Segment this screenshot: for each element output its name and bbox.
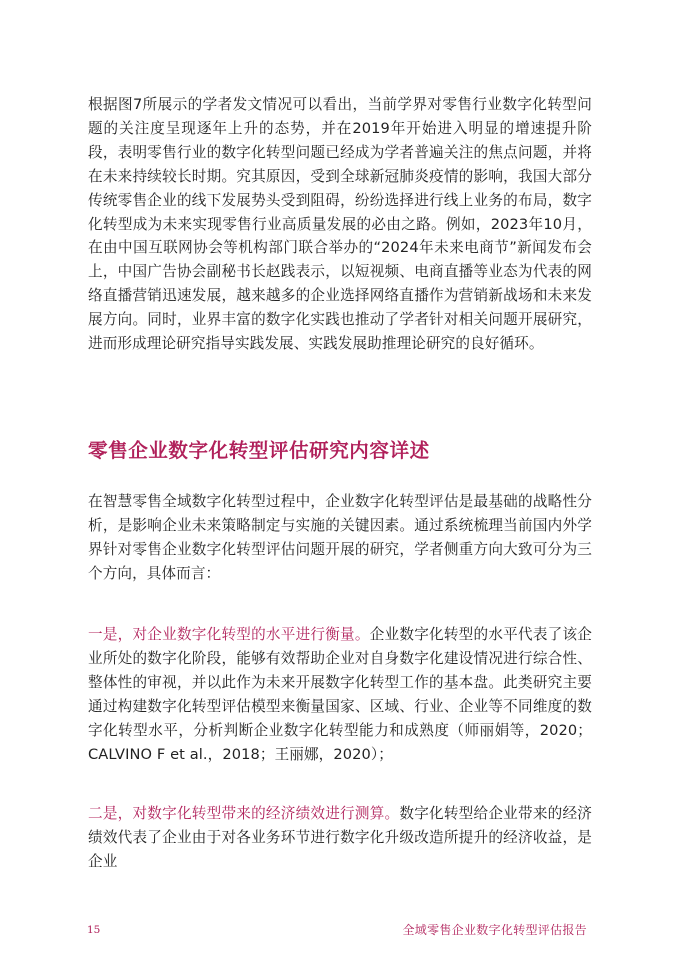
paragraph-direction-one — [88, 623, 592, 766]
direction-one-lead: 一是，对企业数字化转型的水平进行衡量。 — [88, 626, 370, 643]
direction-two-body: 数字化转型给企业带来的经济绩效代表了企业由于对各业务环节进行数字化升级改造所提升的经济收益，是企业 — [88, 805, 592, 870]
direction-two-lead: 二是，对数字化转型带来的经济绩效进行测算。 — [88, 805, 400, 822]
section-heading: 零售企业数字化转型评估研究内容详述 — [88, 439, 430, 462]
page-number: 15 — [87, 924, 101, 936]
footer-report-title: 全域零售企业数字化转型评估报告 — [402, 923, 587, 937]
paragraph-scholar-trend: 根据图7所展示的学者发文情况可以看出，当前学界对零售行业数字化转型问题的关注度呈现逐年上升的态势，并在2019年开始进入明显的增速提升阶段，表明零售行业的数字化转型问题已经成为学者普遍关注的焦点问题，并将在未来持续较长时期。究其原因，受到全球新冠肺炎疫情的影响，我国大部分传统零售企业的线下发展势头受到阻碍，纷纷选择进行线上业务的布局，数字化转型成为未来实现零售行业高质量发展的必由之路。例如，2023年10月，在由中国互联网协会等机构部门联合举办的“2024年未来电商节”新闻发布会上，中国广告协会副秘书长赵践表示，以短视频、电商直播等业态为代表的网络直播营销迅速发展，越来越多的企业选择网络直播作为营销新战场和未来发展方向。同时，业界丰富的数字化实践也推动了学者针对相关问题开展研究，进而形成理论研究指导实践发展、实践发展助推理论研究的良好循环。 — [88, 96, 592, 353]
direction-one-body: 企业数字化转型的水平代表了该企业所处的数字化阶段，能够有效帮助企业对自身数字化建设情况进行综合性、整体性的审视，并以此作为未来开展数字化转型工作的基本盘。此类研究主要通过构建数字化转型评估模型来衡量国家、区域、行业、企业等不同维度的数字化转型水平，分析判断企业数字化转型能力和成熟度（师丽娟等，2020；CALVINO F et al.，2018；王丽娜，2020）； — [88, 626, 592, 763]
paragraph-direction-two — [88, 802, 592, 874]
paragraph-evaluation-intro: 在智慧零售全域数字化转型过程中，企业数字化转型评估是最基础的战略性分析，是影响企业未来策略制定与实施的关键因素。通过系统梳理当前国内外学界针对零售企业数字化转型评估问题开展的研究，学者侧重方向大致可分为三个方向，具体而言： — [88, 493, 592, 582]
